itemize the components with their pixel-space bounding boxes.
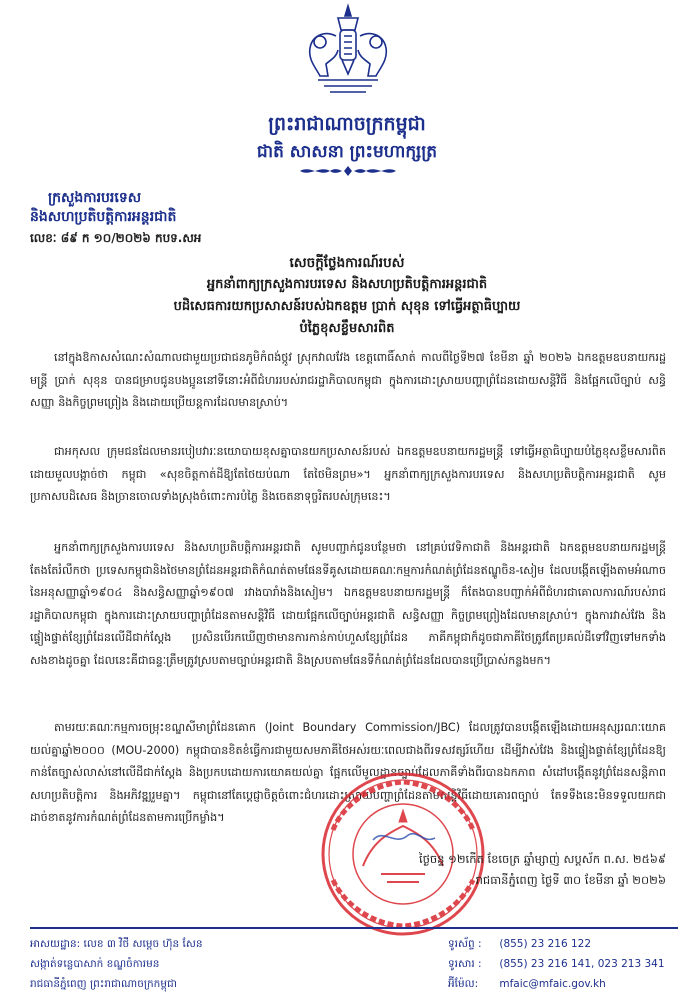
statement-subtitle-3: បំភ្លៃខុសខ្លឹមសារពិត [299,321,395,336]
footer-divider [30,927,678,929]
jbc-term: (Joint Boundary Commission/JBC) [264,721,461,734]
body-paragraph-2 [30,441,666,537]
body-paragraph-4-part-b: ដែលត្រូវបានបង្កើតឡើងដោយអនុស្សរណៈយោគយល់គ្នាឆ្នាំ២០០០ [30,721,666,757]
statement-subtitle-1: អ្នកនាំពាក្យក្រសួងការបរទេស និងសហប្រតិបត្តិការអន្តរជាតិ [206,277,488,292]
kingdom-name: ព្រះរាជាណាចក្រកម្ពុជា [268,113,426,135]
body-paragraph-1-text: នៅក្នុងឱកាសសំណេះសំណាលជាមួយប្រជាជនភូមិកំពង់ថ្កូវ ស្រុកវាលវែង ខេត្តពោធិ៍សាត់ កាលពីថ្ងៃទី២៧ ខែមីនា ឆ្នាំ ២០២៦ ឯកឧត្តមឧបនាយករដ្ឋមន្ត្រី ប្រាក់ សុខុន បានជម្រាបជូនបងប្អូននៅទីនោះអំពីជំហររបស់រាជរដ្ឋាភិបាលកម្ពុជា ក្នុងការដោះស្រាយបញ្ហាព្រំដែនដោយសន្តិវិធី និងផ្អែកលើច្បាប់ សន្ធិសញ្ញា និងកិច្ចព្រមព្រៀង និងដោយប្រើយន្តការដែលមានស្រាប់។ [30,351,666,410]
ministry-name-line2: និងសហប្រតិបត្តិការអន្តរជាតិ [30,209,177,225]
telephone-row [448,934,688,954]
address-line-2: សង្កាត់ទន្លេបាសាក់ ខណ្ឌចំការមន [30,958,160,970]
telephone-label: ទូរស័ព្ទ : [448,938,482,950]
ornament-divider-icon [296,165,400,177]
solar-date: រាជធានីភ្នំពេញ ថ្ងៃទី ៣០ ខែមីនា ឆ្នាំ ២០២៦ [475,873,666,887]
email-link[interactable]: mfaic@mfaic.gov.kh [499,978,606,990]
address-line-3: រាជធានីភ្នំពេញ ព្រះរាជាណាចក្រកម្ពុជា [30,978,177,990]
statement-subtitle-2: បដិសេធការយកប្រសាសន៍របស់ឯកឧត្តម ប្រាក់ សុខុន ទៅធ្វើអត្ថាធិប្បាយ [173,299,521,314]
footer-address [30,934,390,994]
fax-row [448,954,688,974]
email-row [448,974,688,994]
royal-emblem-icon [298,2,398,98]
fax-number: (855) 23 216 141, 023 213 341 [499,958,665,970]
address-line-1: អាសយដ្ឋាន: លេខ ៣ វិថី សម្តេច ហ៊ុន សែន [30,938,203,950]
lunar-date: ថ្ងៃចន្ទ ១២កើត ខែចេត្រ ឆ្នាំម្សាញ់ សប្តស័ក ព.ស. ២៥៦៩ [418,852,666,866]
statement-title: សេចក្តីថ្លែងការណ៍របស់ [289,255,405,271]
footer-contact [448,934,688,994]
email-label: អ៊ីម៉ែល: [448,978,479,990]
mou-term: (MOU-2000) [111,743,180,757]
body-paragraph-1 [30,347,666,441]
fax-label: ទូរសារ : [448,958,482,970]
body-paragraph-4-part-a: តាមរយៈគណៈកម្មការចម្រុះខណ្ឌសីមាព្រំដែនគោក [54,721,265,734]
body-paragraph-3 [30,537,666,717]
reference-number: លេខៈ ៨៩ ក ១០/២០២៦ កបទ.សអ [30,231,202,245]
ministry-name-line1: ក្រសួងការបរទេស [48,190,142,206]
body-paragraph-2-text: ជាអកុសល ក្រុមជនដែលមានរបៀបវារៈនយោបាយខុសគ្នាបានយកប្រសាសន៍របស់ ឯកឧត្តមឧបនាយករដ្ឋមន្ត្រី ទៅធ្វើអត្ថាធិប្បាយបំភ្លៃខុសខ្លឹមសារពិត ដោយមួលបង្កាច់ថា កម្ពុជា «សុខចិត្តកាត់ដីឱ្យតែថៃយប់ណា តែថៃមិនព្រម»។ អ្នកនាំពាក្យក្រសួងការបរទេស និងសហប្រតិបត្តិការអន្តរជាតិ សូមប្រកាសបដិសេធ និងច្រានចោលទាំងស្រុងចំពោះការបំភ្លៃ និងចេតនាទុច្ចរិតរបស់ក្រុមនេះ។ [30,445,666,504]
national-motto: ជាតិ សាសនា ព្រះមហាក្សត្រ [256,142,438,162]
body-paragraph-4-part-c: កម្ពុជាបានខិតខំធ្វើការជាមួយសមភាគីថៃអស់រយៈពេលជាងពីរទសវត្សរ៍ហើយ ដើម្បីវាស់វែង និងផ្ទៀងផ្ទាត់ខ្សែព្រំដែនឱ្យកាន់តែច្បាស់លាស់នៅលើដីជាក់ស្តែង និងប្រកបដោយការយោគយល់គ្នា ផ្អែកលើមូលដ្ឋានច្បាប់ដែលភាគីទាំងពីរបានឯកភាព សំដៅបង្កើតនូវព្រំដែនសន្តិភាព សហប្រតិបត្តិការ និងអភិវឌ្ឍរួមគ្នា។ កម្ពុជានៅតែប្តេជ្ញាចិត្តចំពោះជំហរដោះស្រាយបញ្ហាព្រំដែនតាមសន្តិវិធីដោយគោរពច្បាប់ តែទទឹងនេះមិនទទួលយកជាដាច់ខាតនូវការកំណត់ព្រំដែនតាមការប្រើកម្លាំង។ [30,743,666,825]
body-paragraph-3-text: អ្នកនាំពាក្យក្រសួងការបរទេស និងសហប្រតិបត្តិការអន្តរជាតិ សូមបញ្ជាក់ជូនបន្ថែមថា នៅគ្រប់វេទិកាជាតិ និងអន្តរជាតិ ឯកឧត្តមឧបនាយករដ្ឋមន្ត្រី តែងតែរំលឹកថា ប្រទេសកម្ពុជានិងថៃមានព្រំដែនអន្តរជាតិកំណត់តាមផែនទីគូសដោយគណៈកម្មការកំណត់ព្រំដែនឥណ្ឌូចិន-សៀម ដែលបង្កើតឡើងតាមអំណាចនៃអនុសញ្ញាឆ្នាំ១៩០៤ និងសន្ធិសញ្ញាឆ្នាំ១៩០៧ រវាងបារាំងនិងសៀម។ ឯកឧត្តមឧបនាយករដ្ឋមន្ត្រី ក៏តែងបានបញ្ជាក់អំពីជំហរជាគោលការណ៍របស់រាជរដ្ឋាភិបាលកម្ពុជា ក្នុងការដោះស្រាយបញ្ហាព្រំដែនតាមសន្តិវិធី ដោយផ្អែកលើច្បាប់អន្តរជាតិ សន្ធិសញ្ញា កិច្ចព្រមព្រៀងដែលមានស្រាប់។ ក្នុងការវាស់វែង និងផ្ទៀងផ្ទាត់ខ្សែព្រំដែនលើដីជាក់ស្តែង ប្រសិនបើរកឃើញថាមានការកាន់កាប់ហួសខ្សែព្រំដែន ភាគីកម្ពុជាក៏ដូចជាភាគីថៃត្រូវតែប្រគល់ដីទៅវិញទៅមកទាំងសងខាងដូចគ្នា ដែលនេះគឺជាធន្ទៈត្រឹមត្រូវស្របតាមច្បាប់អន្តរជាតិ និងស្របតាមផែនទីកំណត់ព្រំដែនដែលបានប្រើប្រាស់កន្លងមក។ [30,541,666,667]
telephone-number: (855) 23 216 122 [499,938,592,950]
